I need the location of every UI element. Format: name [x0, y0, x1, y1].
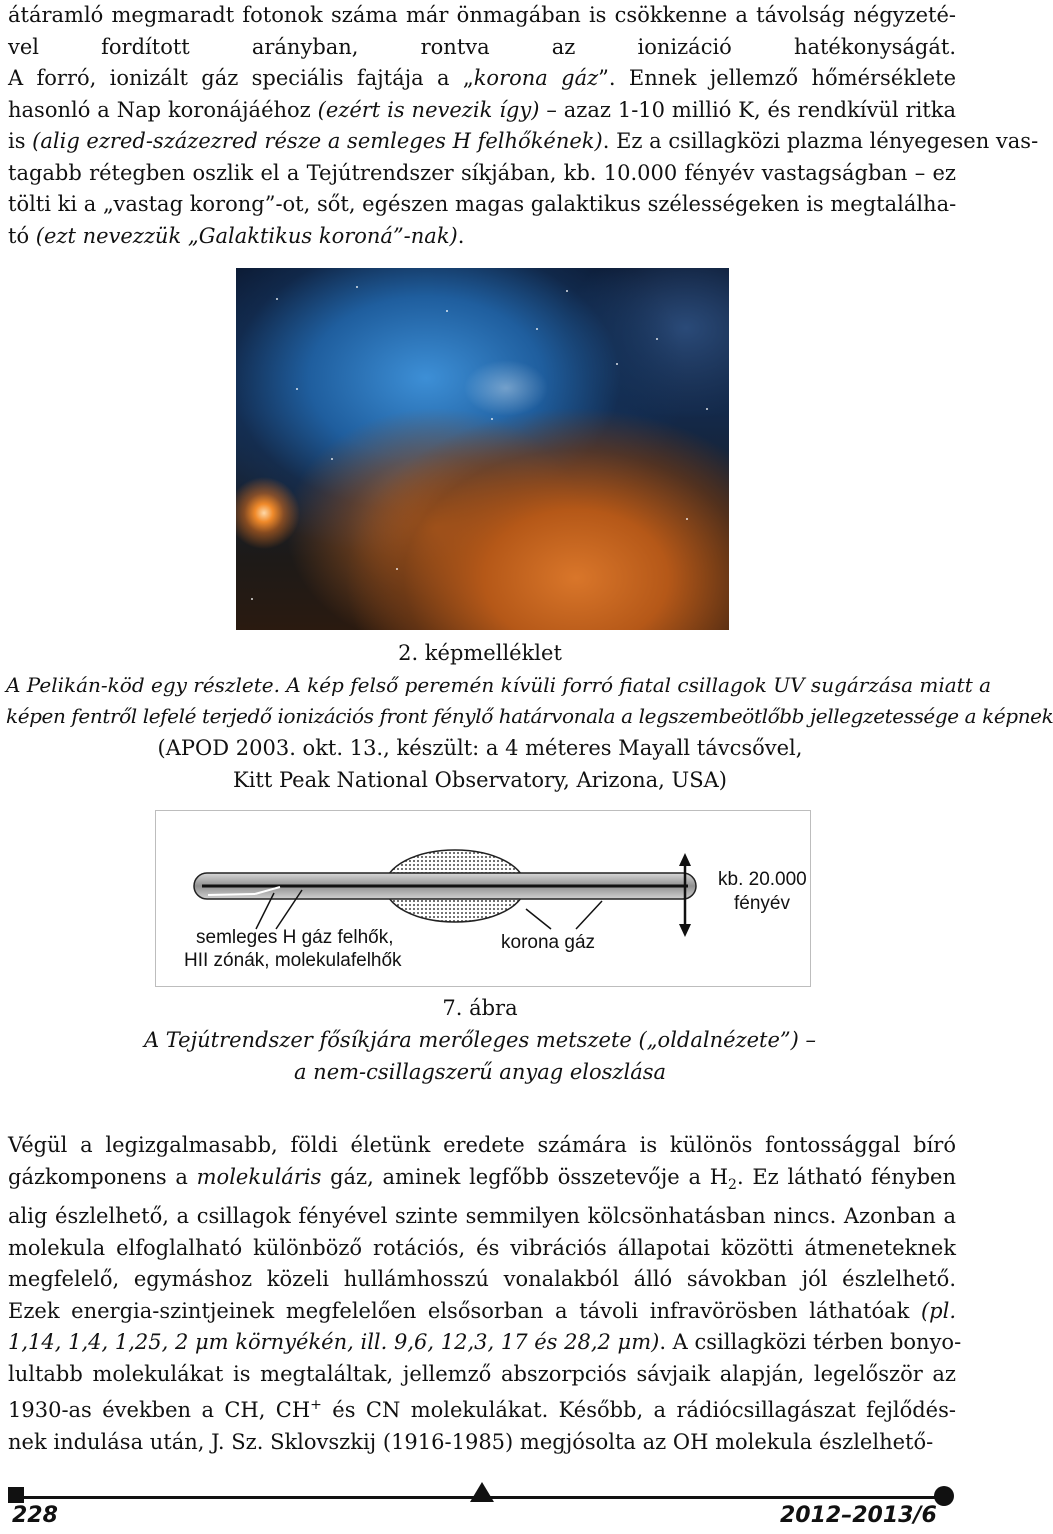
text-segment: alig észlelhető, a csillagok fényével szinte semmilyen kölcsönhatásban nincs. Azonban a — [8, 1204, 956, 1229]
text-segment: és CN molekulákat. Később, a rádiócsillagászat fejlődés- — [321, 1398, 956, 1423]
pelican-nebula-photo — [236, 268, 729, 630]
photo-caption-line1: A Pelikán-köd egy részlete. A kép felső peremén kívüli forró fiatal csillagok UV sugárzása miatt a — [6, 673, 992, 697]
neutral-gas-label-1: semleges H gáz felhők, — [196, 927, 394, 948]
text-segment: átáramló megmaradt fotonok száma már önmagában is csökkenne a távolság négyzeté- — [8, 3, 956, 27]
photo-caption-line2-wrap — [6, 701, 1053, 733]
neutral-gas-label-2: HII zónák, molekulafelhők — [184, 950, 402, 971]
bottom-paragraph-line — [8, 1359, 956, 1391]
bottom-paragraph — [8, 1130, 962, 1458]
photo-caption-line2: képen fentről lefelé terjedő ionizációs front fénylő határvonala a legszembeötlőbb jellegzetessége a képnek — [6, 704, 1053, 728]
bottom-paragraph-line — [8, 1390, 956, 1427]
text-segment: hasonló a Nap koronájáéhoz — [8, 97, 318, 122]
top-paragraph-line — [8, 32, 956, 64]
footer-square-marker — [8, 1487, 24, 1503]
text-segment: gáz, aminek legfőbb összetevője a H — [321, 1164, 729, 1189]
top-paragraph — [8, 0, 1039, 252]
text-segment: tó — [8, 223, 36, 248]
bottom-paragraph-line — [8, 1427, 956, 1459]
bottom-paragraph-line — [8, 1162, 956, 1202]
bottom-paragraph-line — [8, 1130, 956, 1162]
text-segment: (ezért is nevezik így) — [317, 97, 540, 122]
text-segment: – azaz 1-10 millió K, és rendkívül ritka — [539, 97, 956, 122]
bottom-paragraph-line — [8, 1233, 956, 1265]
text-segment: . Ez a csillagközi plazma lényegesen vas- — [602, 129, 1039, 153]
text-segment: + — [310, 1397, 322, 1414]
text-segment: ”. Ennek jellemző hőmérséklete — [598, 66, 956, 90]
figure-caption-number: 7. ábra — [442, 996, 518, 1020]
text-segment: molekula elfoglalható különböző rotációs, és vibrációs állapotai közötti átmeneteknek — [8, 1235, 956, 1260]
text-segment: . — [457, 223, 465, 248]
bottom-paragraph-line — [8, 1201, 956, 1233]
footer-triangle-marker — [470, 1482, 494, 1502]
text-segment: (pl. — [920, 1298, 956, 1323]
bottom-paragraph-line — [8, 1296, 956, 1328]
text-segment: is — [8, 129, 33, 153]
text-segment: . Ez látható fényben — [736, 1164, 956, 1189]
text-segment: 1,14, 1,4, 1,25, 2 μm környékén, ill. 9,6, 12,3, 17 és 28,2 μm) — [8, 1330, 660, 1355]
photo-caption-number: 2. képmelléklet — [398, 641, 562, 665]
text-segment: vel fordított arányban, rontva az ionizáció hatékonyságát. — [8, 34, 956, 59]
issue-label: 2012–2013/6 — [780, 1503, 937, 1528]
figure-caption-line1: A Tejútrendszer fősíkjára merőleges metszete („oldalnézete”) – — [143, 1028, 817, 1052]
bottom-paragraph-line — [8, 1264, 956, 1296]
text-segment: Végül a legizgalmasabb, földi életünk eredete számára is különös fontossággal bíró — [8, 1133, 956, 1157]
text-segment: (alig ezred-százezred része a semleges H felhőkének) — [32, 129, 603, 153]
figure-caption-line2: a nem-csillagszerű anyag eloszlása — [293, 1060, 667, 1084]
text-segment: lultabb molekulákat is megtaláltak, jellemző abszorpciós sávjaik alapján, legelőször az — [8, 1361, 956, 1386]
text-segment: gázkomponens a — [8, 1164, 197, 1189]
galaxy-cross-section-figure — [155, 810, 811, 987]
top-paragraph-line — [8, 158, 956, 190]
top-paragraph-line — [8, 95, 956, 127]
text-segment: nek indulása után, J. Sz. Sklovszkij (1916-1985) megjósolta az OH molekula észlelhető- — [8, 1429, 934, 1454]
figure-caption-line1-wrap — [0, 1025, 960, 1057]
text-segment: A forró, ionizált gáz speciális fajtája a „ — [8, 66, 474, 90]
photo-caption-line4: Kitt Peak National Observatory, Arizona, USA) — [233, 768, 727, 792]
footer-circle-marker — [934, 1486, 954, 1506]
text-segment: tagabb rétegben oszlik el a Tejútrendszer síkjában, kb. 10.000 fényév vastagságban – ez — [8, 160, 956, 185]
top-paragraph-line — [8, 0, 956, 32]
page-number: 228 — [12, 1503, 58, 1528]
top-paragraph-line — [8, 126, 1039, 158]
text-segment: 2 — [728, 1176, 737, 1193]
corona-gas-label: korona gáz — [501, 932, 596, 953]
figure-caption-line2-wrap — [0, 1057, 960, 1089]
thickness-label-1: kb. 20.000 — [718, 869, 807, 890]
text-segment: Ezek energia-szintjeinek megfelelően elsősorban a távoli infravörösben láthatóak — [8, 1298, 921, 1323]
text-segment: . A csillagközi térben bonyo- — [659, 1330, 962, 1355]
photo-caption-line1-wrap — [6, 670, 992, 702]
text-segment: tölti ki a „vastag korong”-ot, sőt, egészen magas galaktikus szélességeken is megtalálha- — [8, 192, 957, 216]
top-paragraph-line — [8, 189, 956, 221]
thickness-label-2: fényév — [734, 893, 790, 914]
top-paragraph-line — [8, 221, 956, 253]
photo-caption-line3: (APOD 2003. okt. 13., készült: a 4 méteres Mayall távcsővel, — [157, 736, 803, 760]
text-segment: megfelelő, egymáshoz közeli hullámhosszú vonalakból álló sávokban jól észlelhető. — [8, 1267, 956, 1292]
top-paragraph-line — [8, 63, 956, 95]
text-segment: korona gáz — [473, 66, 599, 90]
bottom-paragraph-line — [8, 1327, 962, 1359]
text-segment: 1930-as években a CH, CH — [8, 1398, 311, 1423]
text-segment: molekuláris — [196, 1164, 322, 1189]
text-segment: (ezt nevezzük „Galaktikus koroná”-nak) — [35, 223, 458, 248]
